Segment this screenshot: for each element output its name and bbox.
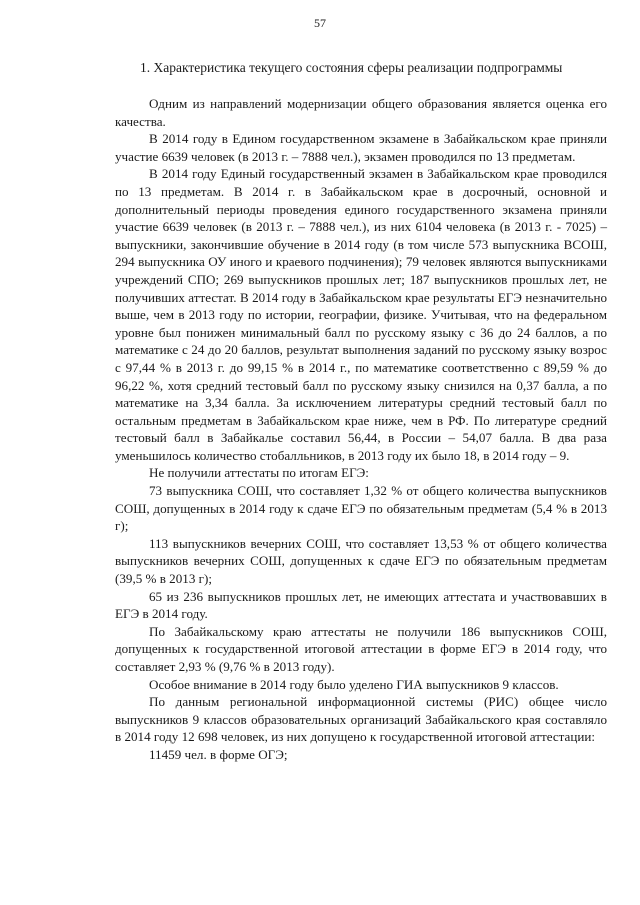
section-heading: 1. Характеристика текущего состояния сферы реализации подпрограммы [140, 60, 563, 75]
paragraph: В 2014 году в Едином государственном экзамене в Забайкальском крае приняли участие 6639 человек (в 2013 г. – 7888 чел.), экзамен проводился по 13 предметам. [115, 131, 607, 164]
paragraph: В 2014 году Единый государственный экзамен в Забайкальском крае проводился по 13 предметам. В 2014 г. в Забайкальском крае в досрочный, основной и дополнительный периоды проведения единого государственного экзамена приняли участие 6639 человек (в 2013 г. – 7888 чел.), из них 6104 человека (в 2013 г. - 7025) – выпускники, закончившие обучение в 2014 году (в том числе 573 выпускника ВСОШ, 294 выпускника ОУ иного и краевого подчинения); 79 человек являются выпускниками учреждений СПО; 269 выпускников прошлых лет; 187 выпускников прошлых лет, не получивших аттестат. В 2014 году в Забайкальском крае результаты ЕГЭ незначительно выше, чем в 2013 году по истории, географии, физике. Учитывая, что на федеральном уровне был понижен минимальный балл по русскому языку с 36 до 24 баллов, а по математике с 24 до 20 баллов, результат выполнения заданий по русскому языку возрос с 97,44 % в 2013 г. до 99,15 % в 2014 г., по математике соответственно с 89,59 % до 96,22 %, хотя средний тестовый балл по русскому языку снизился на 0,37 балла, а по математике на 3,34 балла. За исключением литературы средний тестовый балл по остальным предметам в Забайкальском крае ниже, чем в РФ. По литературе средний тестовый балл в Забайкалье составил 56,44, в России – 54,07 балла. В два раза уменьшилось количество стобалльников, в 2013 году их было 18, в 2014 году – 9. [115, 166, 607, 463]
page-number: 57 [314, 16, 326, 30]
document-body [115, 95, 607, 764]
paragraph: Не получили аттестаты по итогам ЕГЭ: [149, 465, 369, 481]
paragraph: По данным региональной информационной системы (РИС) общее число выпускников 9 классов образовательных организаций Забайкальского края составляло в 2014 году 12 698 человек, из них допущено к государственной итоговой аттестации: [115, 694, 607, 745]
paragraph: Особое внимание в 2014 году было уделено ГИА выпускников 9 классов. [149, 676, 559, 692]
paragraph: По Забайкальскому краю аттестаты не получили 186 выпускников СОШ, допущенных к государственной итоговой аттестации в форме ЕГЭ в 2014 году, что составляет 2,93 % (9,76 % в 2013 году). [115, 623, 607, 674]
paragraph: 11459 чел. в форме ОГЭ; [149, 746, 288, 762]
paragraph: 73 выпускника СОШ, что составляет 1,32 % от общего количества выпускников СОШ, допущенных в 2014 году к сдаче ЕГЭ по обязательным предметам (5,4 % в 2013 г); [115, 483, 607, 534]
paragraph: Одним из направлений модернизации общего образования является оценка его качества. [115, 96, 607, 129]
paragraph: 65 из 236 выпускников прошлых лет, не имеющих аттестата и участвовавших в ЕГЭ в 2014 году. [115, 588, 607, 622]
paragraph: 113 выпускников вечерних СОШ, что составляет 13,53 % от общего количества выпускников вечерних СОШ, допущенных к сдаче ЕГЭ по обязательным предметам (39,5 % в 2013 г); [115, 535, 607, 587]
